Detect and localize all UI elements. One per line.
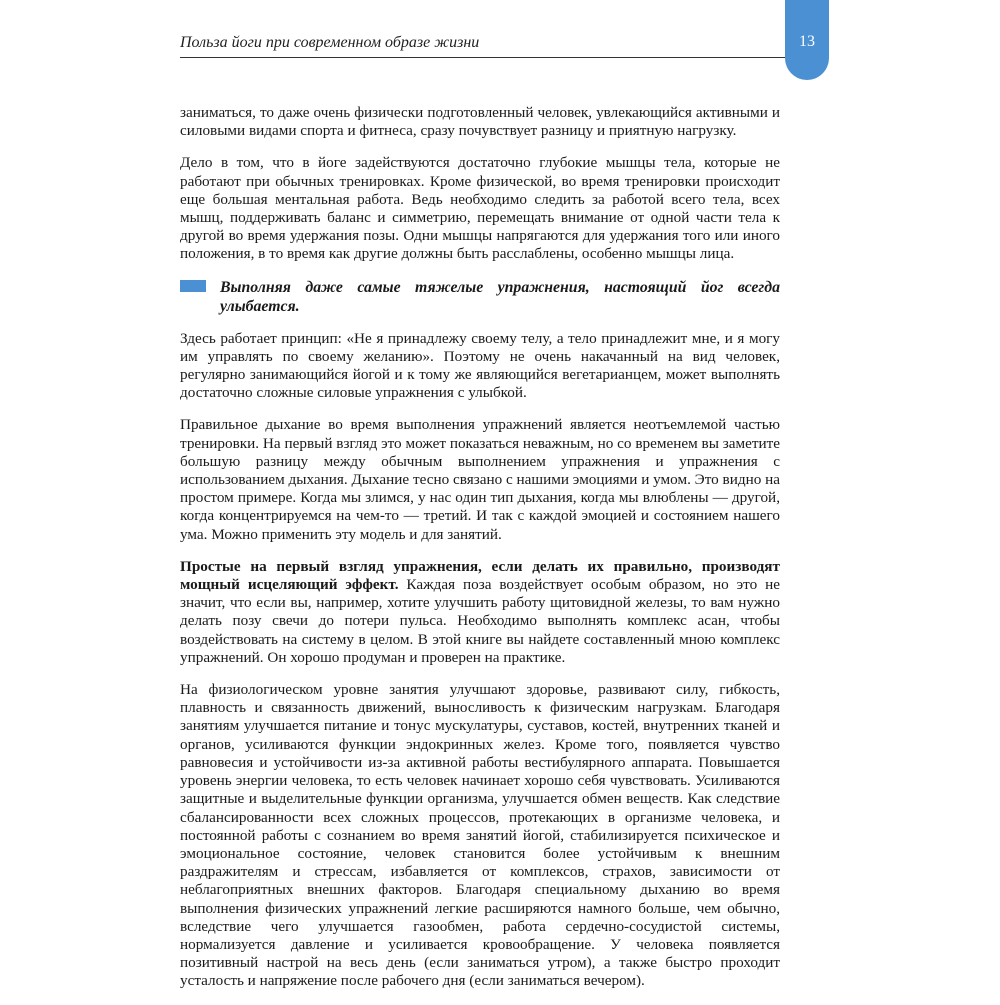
paragraph-5-lead: Простые на первый взгляд упражнения, если делать их правильно, производят мощный исцеляющий эффект. [180, 557, 780, 594]
body-text [180, 104, 780, 1005]
paragraph-1: заниматься, то даже очень физически подготовленный человек, увлекающийся активными и силовыми видами спорта и фитнеса, сразу почувствует разницу и приятную нагрузку. [180, 104, 780, 140]
paragraph-3: Здесь работает принцип: «Не я принадлежу своему телу, а тело принадлежит мне, и я могу им управлять по своему желанию». Поэтому не очень накачанный на вид человек, регулярно занимающийся йогой и к тому же являющийся вегетарианцем, может выполнять достаточно сложные силовые упражнения с улыбкой. [180, 329, 780, 402]
running-header-title: Польза йоги при современном образе жизни [180, 34, 480, 51]
paragraph-4: Правильное дыхание во время выполнения упражнений является неотъемлемой частью тренировки. На первый взгляд это может показаться неважным, но со временем вы заметите большую разницу между обычным выполнением упражнения и упражнения с использованием дыхания. Дыхание тесно связано с нашими эмоциями и умом. Это видно на простом примере. Когда мы злимся, у нас один тип дыхания, когда мы влюблены — другой, когда концентрируемся на чем-то — третий. И так с каждой эмоцией и состоянием нашего ума. Можно применить эту модель и для занятий. [180, 416, 780, 543]
pull-quote [180, 278, 780, 316]
paragraph-5-body: Каждая поза воздействует особым образом, но это не значит, что если вы, например, хотите улучшить работу щитовидной железы, то вам нужно делать позу свечи до потери пульса. Необходимо выполнять комплекс асан, чтобы воздействовать на систему в целом. В этой книге вы найдете составленный мною комплекс упражнений. Он хорошо продуман и проверен на практике. [180, 576, 780, 666]
paragraph-6: На физиологическом уровне занятия улучшают здоровье, развивают силу, гибкость, плавность и связанность движений, выносливость к физическим нагрузкам. Благодаря занятиям улучшается питание и тонус мускулатуры, суставов, костей, внутренних тканей и органов, усиливаются функции эндокринных желез. Кроме того, появляется чувство равновесия и устойчивости из-за активной работы вестибулярного аппарата. Повышается уровень энергии человека, то есть человек начинает хорошо себя чувствовать. Усиливаются защитные и выделительные функции организма, улучшается обмен веществ. Как следствие сбалансированности всех сложных процессов, протекающих в организме человека, и постоянной работы с сознанием во время занятий йогой, стабилизируется психическое и эмоциональное состояние, человек становится более устойчивым к внешним раздражителям и стрессам, избавляется от комплексов, страхов, зависимости от неблагоприятных внешних факторов. Благодаря специальному дыханию во время выполнения физических упражнений легкие расширяются намного больше, чем обычно, вследствие чего улучшается газообмен, работа сердечно-сосудистой системы, нормализуется давление и усиливается кровообращение. У человека появляется позитивный настрой на весь день (если заниматься утром), а также быстро проходит усталость и напряжение после рабочего дня (если заниматься вечером). [180, 681, 780, 990]
quote-marker [180, 280, 206, 292]
paragraph-5 [180, 558, 780, 667]
page-number: 13 [799, 33, 815, 50]
pull-quote-text: Выполняя даже самые тяжелые упражнения, настоящий йог всегда улыбается. [220, 278, 780, 315]
paragraph-2: Дело в том, что в йоге задействуются достаточно глубокие мышцы тела, которые не работают при обычных тренировках. Кроме физической, во время тренировки происходит еще большая ментальная работа. Ведь необходимо следить за работой всего тела, всех мышц, поддерживать баланс и симметрию, перемещать внимание от одной части тела к другой во время удержания позы. Одни мышцы напрягаются для удержания того или иного положения, в то время как другие должны быть расслаблены, особенно мышцы лица. [180, 154, 780, 263]
header-rule [180, 57, 788, 58]
